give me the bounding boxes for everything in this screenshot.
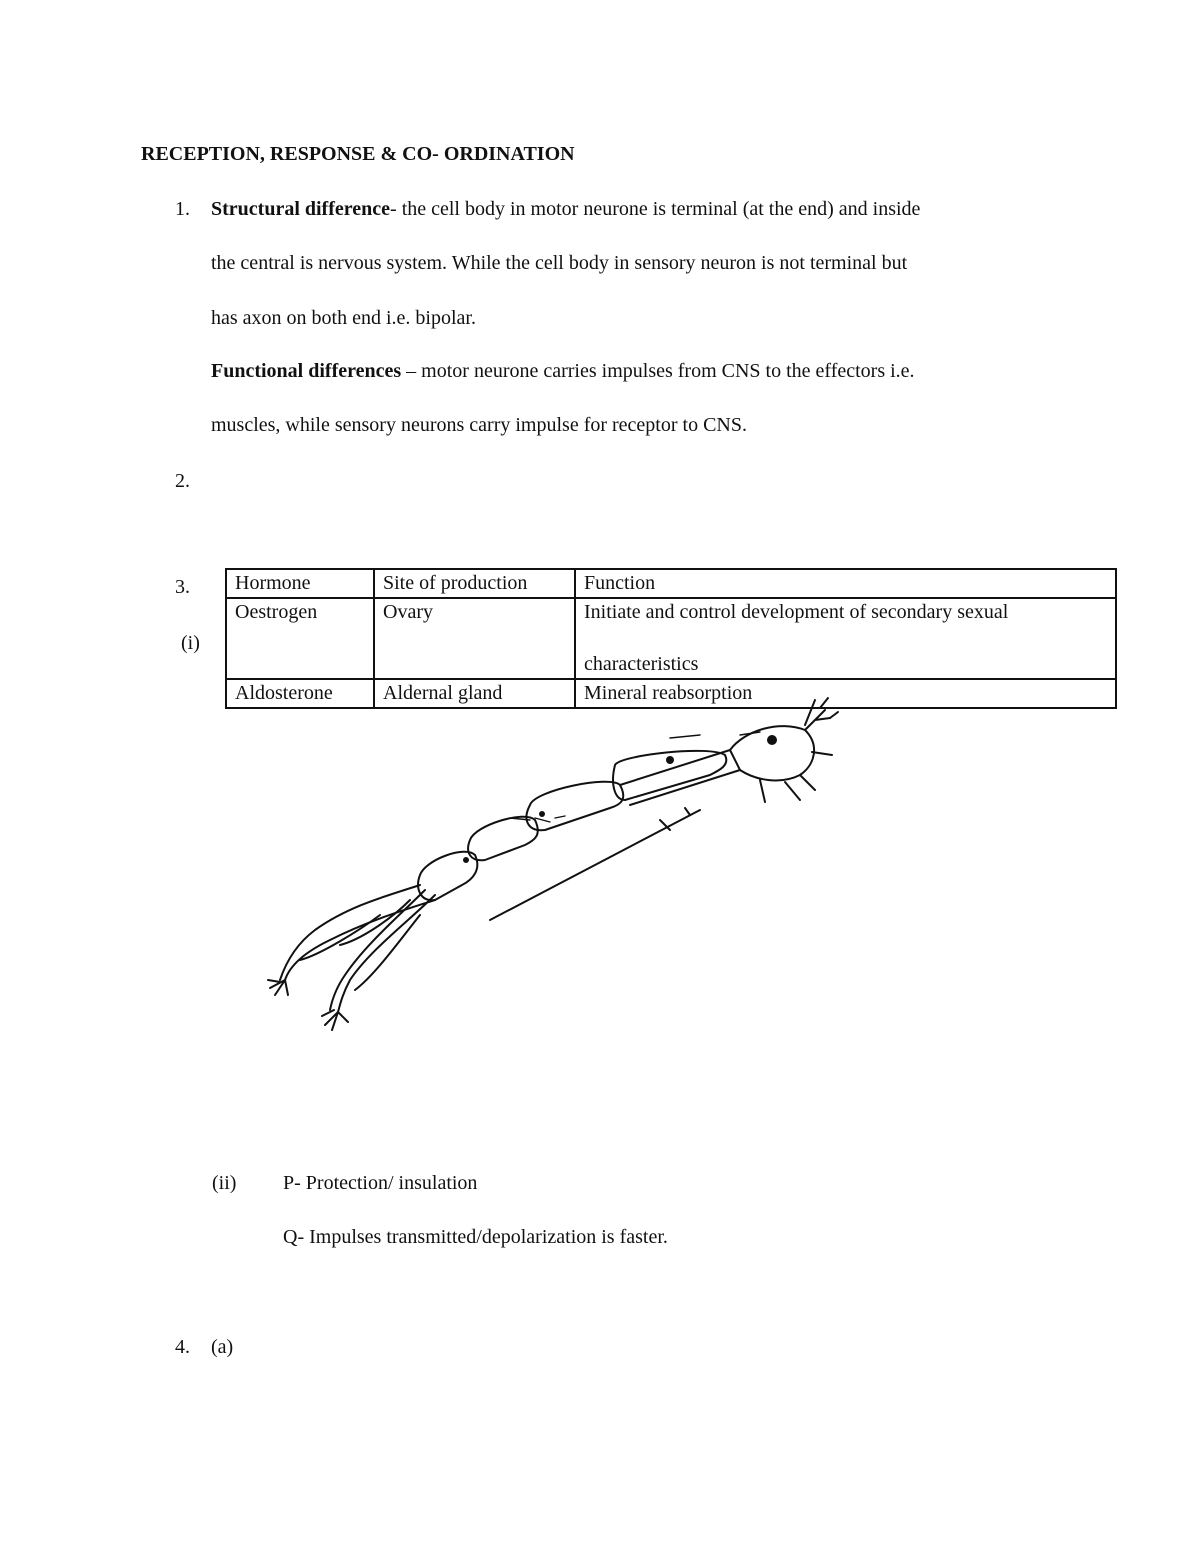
question-number-1: 1. (175, 198, 190, 220)
structural-difference-label: Structural difference (211, 198, 391, 220)
hormone-table (225, 568, 1117, 709)
functional-difference-label: Functional differences (211, 360, 402, 382)
page-title: RECEPTION, RESPONSE & CO- ORDINATION (141, 143, 575, 165)
structural-difference-text-1: - the cell body in motor neurone is terminal (at the end) and inside (390, 198, 921, 220)
structural-difference-text-3: has axon on both end i.e. bipolar. (211, 307, 476, 329)
question-number-2: 2. (175, 470, 190, 492)
cell-function-line-2: characteristics (584, 653, 699, 675)
sub-question-a: (a) (211, 1336, 234, 1358)
cell-function: Mineral reabsorption (575, 679, 1116, 708)
cell-hormone: Aldosterone (226, 679, 374, 708)
question-number-3: 3. (175, 576, 190, 598)
table-header-row (226, 569, 1116, 598)
sub-question-i: (i) (181, 632, 200, 654)
structural-difference-line-1 (211, 198, 920, 221)
header-site: Site of production (374, 569, 575, 598)
sub-question-ii: (ii) (212, 1172, 237, 1194)
question-number-4: 4. (175, 1336, 190, 1358)
functional-difference-text-2: muscles, while sensory neurons carry impulse for receptor to CNS. (211, 414, 747, 436)
functional-difference-text-1: – motor neurone carries impulses from CNS to the effectors i.e. (401, 360, 915, 382)
answer-p: P- Protection/ insulation (283, 1172, 478, 1194)
cell-function (575, 598, 1116, 679)
header-function: Function (575, 569, 1116, 598)
cell-site: Ovary (374, 598, 575, 679)
answer-q: Q- Impulses transmitted/depolarization is faster. (283, 1226, 668, 1248)
cell-site: Aldernal gland (374, 679, 575, 708)
header-hormone: Hormone (226, 569, 374, 598)
table-row (226, 598, 1116, 679)
cell-hormone: Oestrogen (226, 598, 374, 679)
neuron-diagram (260, 690, 840, 1040)
cell-function-line-1: Initiate and control development of secondary sexual (584, 601, 1009, 623)
structural-difference-text-2: the central is nervous system. While the cell body in sensory neuron is not terminal but (211, 252, 908, 274)
functional-difference-line-1 (211, 360, 915, 383)
